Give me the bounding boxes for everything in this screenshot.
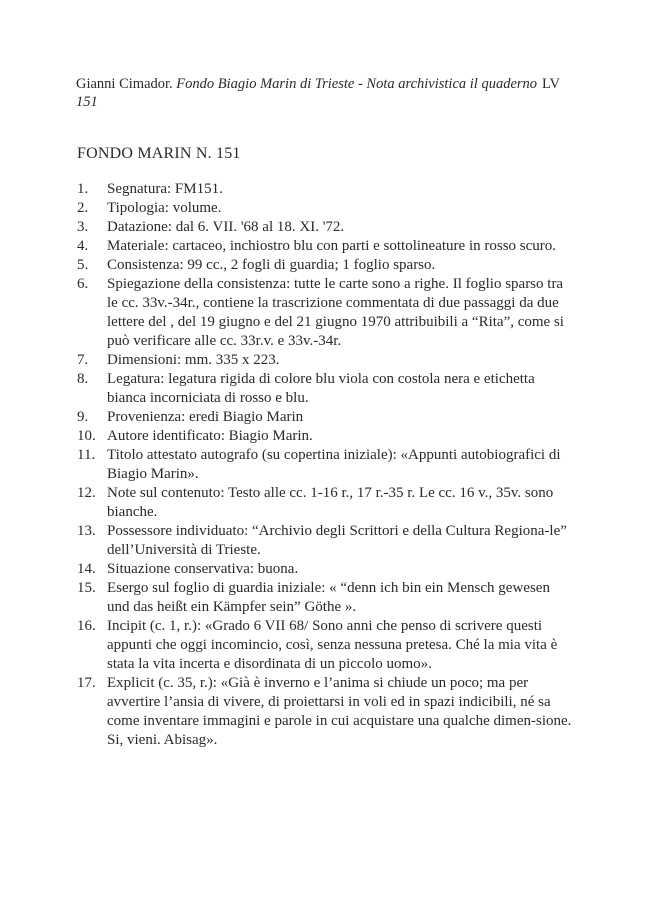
page-number: LV <box>542 76 560 92</box>
item-text: Autore identificato: Biagio Marin. <box>107 428 313 444</box>
list-item <box>77 674 572 750</box>
item-number: 14. <box>77 561 96 577</box>
list-item <box>77 579 572 617</box>
item-number: 8. <box>77 371 89 387</box>
list-item <box>77 351 572 370</box>
item-number: 11. <box>77 447 96 463</box>
list-item <box>77 218 572 237</box>
item-number: 13. <box>77 523 96 539</box>
item-number: 17. <box>77 675 96 691</box>
header-citation <box>76 75 542 111</box>
item-number: 6. <box>77 276 89 292</box>
item-text: Note sul contenuto: Testo alle cc. 1-16 r., 17 r.-35 r. Le cc. 16 v., 35v. sono bianche. <box>107 485 554 520</box>
item-number: 2. <box>77 200 89 216</box>
item-number: 9. <box>77 409 89 425</box>
item-number: 7. <box>77 352 89 368</box>
item-text: Incipit (c. 1, r.): «Grado 6 VII 68/ Sono anni che penso di scrivere questi appunti che oggi incomincio, così, senza nessuna pretesa. Ché la mia vita è stata la vita incerta e disordinata di un piccolo uomo». <box>107 618 558 672</box>
item-number: 15. <box>77 580 96 596</box>
list-item <box>77 446 572 484</box>
list-item <box>77 256 572 275</box>
header-author: Gianni Cimador. <box>76 76 173 92</box>
item-text: Tipologia: volume. <box>107 200 222 216</box>
item-text: Materiale: cartaceo, inchiostro blu con parti e sottolineature in rosso scuro. <box>107 238 557 254</box>
item-number: 10. <box>77 428 96 444</box>
item-text: Situazione conservativa: buona. <box>107 561 299 577</box>
list-item <box>77 427 572 446</box>
item-number: 3. <box>77 219 89 235</box>
item-number: 1. <box>77 181 89 197</box>
item-number: 12. <box>77 485 96 501</box>
item-text: Dimensioni: mm. 335 x 223. <box>107 352 280 368</box>
item-text: Provenienza: eredi Biagio Marin <box>107 409 304 425</box>
header-title: Fondo Biagio Marin di Trieste - Nota archivistica il quaderno 151 <box>76 76 538 110</box>
list-item <box>77 370 572 408</box>
list-item <box>77 237 572 256</box>
list-item <box>77 408 572 427</box>
item-text: Spiegazione della consistenza: tutte le carte sono a righe. Il foglio sparso tra le cc. 33v.-34r., contiene la trascrizione commentata di due passaggi da due lettere del , del 19 giugno e del 21 giugno 1970 attribuibili a “Rita”, come si può verificare alle cc. 33r.v. e 33v.-34r. <box>107 276 564 349</box>
item-text: Datazione: dal 6. VII. '68 al 18. XI. '72. <box>107 219 345 235</box>
archival-description-list <box>77 180 572 750</box>
section-title: FONDO MARIN N. 151 <box>77 145 241 162</box>
list-item <box>77 199 572 218</box>
list-item <box>77 522 572 560</box>
item-text: Possessore individuato: “Archivio degli Scrittori e della Cultura Regiona-le” dell’Università di Trieste. <box>107 523 567 558</box>
item-text: Esergo sul foglio di guardia iniziale: « “denn ich bin ein Mensch gewesen und das heißt ein Kämpfer sein” Göthe ». <box>107 580 550 615</box>
item-number: 4. <box>77 238 89 254</box>
item-text: Titolo attestato autografo (su copertina iniziale): «Appunti autobiografici di Biagio Marin». <box>107 447 561 482</box>
item-number: 16. <box>77 618 96 634</box>
list-item <box>77 180 572 199</box>
item-text: Legatura: legatura rigida di colore blu viola con costola nera e etichetta bianca incorniciata di rosso e blu. <box>107 371 535 406</box>
list-item <box>77 560 572 579</box>
item-text: Consistenza: 99 cc., 2 fogli di guardia; 1 foglio sparso. <box>107 257 436 273</box>
item-text: Explicit (c. 35, r.): «Già è inverno e l’anima si chiude un poco; ma per avvertire l’ansia di vivere, di proiettarsi in voli ed in spazi indicibili, né sa come inventare immagini e parole in cui acquistare una qualche dimen-sione. Si, vieni. Abisag». <box>107 675 572 748</box>
item-text: Segnatura: FM151. <box>107 181 223 197</box>
list-item <box>77 617 572 674</box>
list-item <box>77 275 572 351</box>
list-item <box>77 484 572 522</box>
running-header <box>76 75 560 111</box>
item-number: 5. <box>77 257 89 273</box>
